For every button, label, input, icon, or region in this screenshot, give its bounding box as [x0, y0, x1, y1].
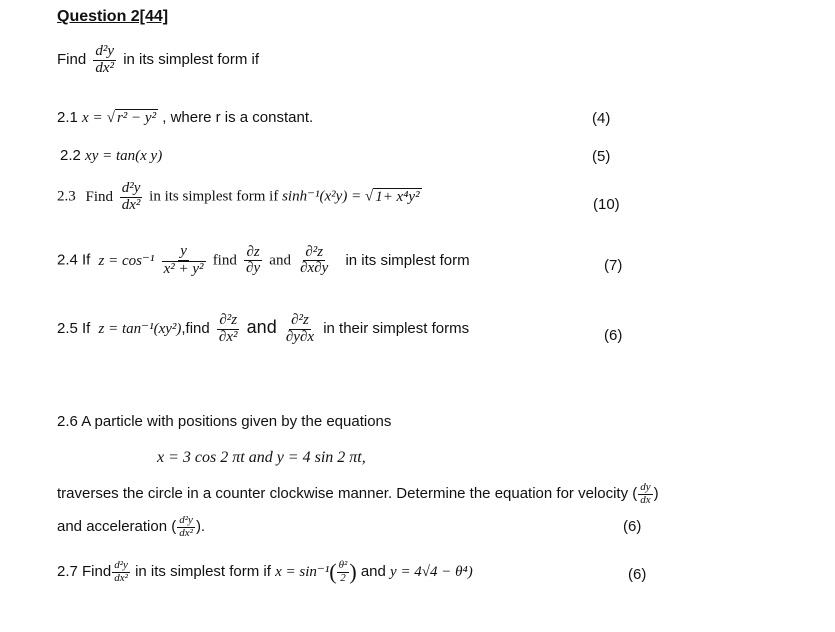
- q27-frac-den: dx²: [114, 571, 128, 584]
- q25-and: and: [246, 317, 277, 338]
- q25-f2-num: ∂²z: [291, 312, 309, 328]
- q21-text: , where r is a constant.: [162, 109, 314, 126]
- q27-frac-num: d²y: [114, 558, 128, 571]
- q24-text: in its simplest form: [345, 251, 470, 269]
- q23-marks: (10): [593, 196, 620, 213]
- q23-frac-num: d²y: [121, 180, 141, 196]
- q23-label: 2.3: [57, 188, 76, 205]
- intro-fraction: [93, 44, 116, 77]
- q25-find: ,find: [181, 320, 210, 338]
- q23-sqrt: 1+ x⁴y²: [375, 188, 420, 205]
- q26-accel-fraction: [177, 515, 195, 539]
- q24-lhs: z = cos⁻¹: [98, 252, 155, 269]
- intro-line: [57, 44, 259, 77]
- q26-velocity-fraction: [638, 482, 652, 506]
- q24-arg-fraction: [162, 244, 206, 278]
- q25-f1-num: ∂²z: [219, 312, 238, 328]
- question-2-4: [57, 244, 470, 278]
- intro-frac-den: dx²: [95, 59, 115, 76]
- q25-fraction-2: [284, 313, 316, 346]
- q26-acc-den: dx²: [179, 526, 193, 539]
- q22-marks: (5): [592, 148, 611, 165]
- q27-theta-fraction: [337, 560, 350, 584]
- q27-y-eq: y = 4√4 − θ⁴): [390, 563, 473, 580]
- q27-text: in its simplest form if: [135, 562, 271, 580]
- q24-label: 2.4 If: [57, 251, 91, 269]
- q26-line-1: 2.6 A particle with positions given by the equations: [57, 413, 392, 430]
- q21-sqrt: r² − y²: [116, 110, 157, 126]
- q24-arg-num: y: [180, 243, 187, 259]
- q27-theta-num: θ²: [338, 558, 348, 571]
- q26-marks: (6): [623, 518, 642, 535]
- q25-label: 2.5 If: [57, 320, 91, 338]
- question-2-1: [57, 109, 313, 127]
- q27-marks: (6): [628, 566, 647, 583]
- q24-f1-den: ∂y: [246, 260, 261, 277]
- q25-marks: (6): [604, 327, 623, 344]
- q24-arg-den: x² + y²: [163, 260, 204, 277]
- intro-find: Find: [57, 51, 87, 69]
- q26-line-3: [57, 482, 659, 506]
- q23-text: in its simplest form if: [149, 188, 279, 205]
- q26-equation: x = 3 cos 2 πt and y = 4 sin 2 πt,: [157, 449, 366, 466]
- q27-close-paren: ): [349, 559, 357, 584]
- q25-fraction-1: [217, 313, 240, 346]
- q23-frac-den: dx²: [121, 196, 141, 213]
- q27-fraction: [112, 560, 130, 584]
- q26-close-paren: ): [653, 485, 659, 503]
- question-2-7: [57, 559, 473, 585]
- sqrt-symbol: √: [364, 188, 374, 205]
- q25-lhs: z = tan⁻¹(xy²): [98, 321, 182, 338]
- q22-expr: xy = tan(x y): [85, 148, 163, 164]
- question-2-2: [60, 147, 162, 165]
- q27-theta-den: 2: [340, 571, 346, 584]
- q21-marks: (4): [592, 110, 611, 127]
- q26-close-paren-2: ).: [195, 518, 206, 536]
- q26-vel-num: dy: [640, 481, 651, 493]
- q22-label: 2.2: [60, 147, 81, 164]
- q24-f1-num: ∂z: [246, 243, 260, 260]
- question-title: Question 2[44]: [57, 8, 169, 25]
- q23-lhs: sinh⁻¹(x²y) =: [282, 188, 362, 205]
- question-2-3: [57, 181, 422, 214]
- q26-line-3-text: traverses the circle in a counter clockwise manner. Determine the equation for velocity (: [57, 485, 638, 503]
- q26-vel-den: dx: [640, 493, 651, 506]
- q27-open-paren: (: [329, 559, 337, 584]
- q24-marks: (7): [604, 257, 623, 274]
- q25-f1-den: ∂x²: [218, 328, 238, 345]
- q24-find: find: [212, 252, 237, 269]
- q25-text: in their simplest forms: [323, 320, 470, 338]
- intro-text: in its simplest form if: [123, 51, 260, 69]
- q24-fraction-2: [298, 245, 330, 278]
- intro-frac-num: d²y: [95, 43, 115, 59]
- q23-find: Find: [85, 188, 114, 205]
- q21-lhs: x =: [82, 110, 103, 126]
- q27-and: and: [360, 562, 386, 580]
- q26-line-4: [57, 515, 205, 539]
- q21-label: 2.1: [57, 109, 78, 126]
- question-2-5: [57, 313, 469, 346]
- q26-acc-num: d²y: [179, 514, 193, 526]
- q26-line-4-text: and acceleration (: [57, 518, 177, 536]
- q25-f2-den: ∂y∂x: [285, 328, 315, 345]
- q24-f2-den: ∂x∂y: [300, 260, 329, 277]
- q27-x-eq: x = sin⁻¹: [275, 563, 330, 580]
- q24-f2-num: ∂²z: [305, 243, 324, 260]
- q23-fraction: [120, 181, 143, 214]
- sqrt-symbol: √: [106, 110, 115, 126]
- q24-and: and: [269, 252, 291, 269]
- q27-label: 2.7 Find: [57, 562, 112, 580]
- q24-fraction-1: [244, 245, 262, 278]
